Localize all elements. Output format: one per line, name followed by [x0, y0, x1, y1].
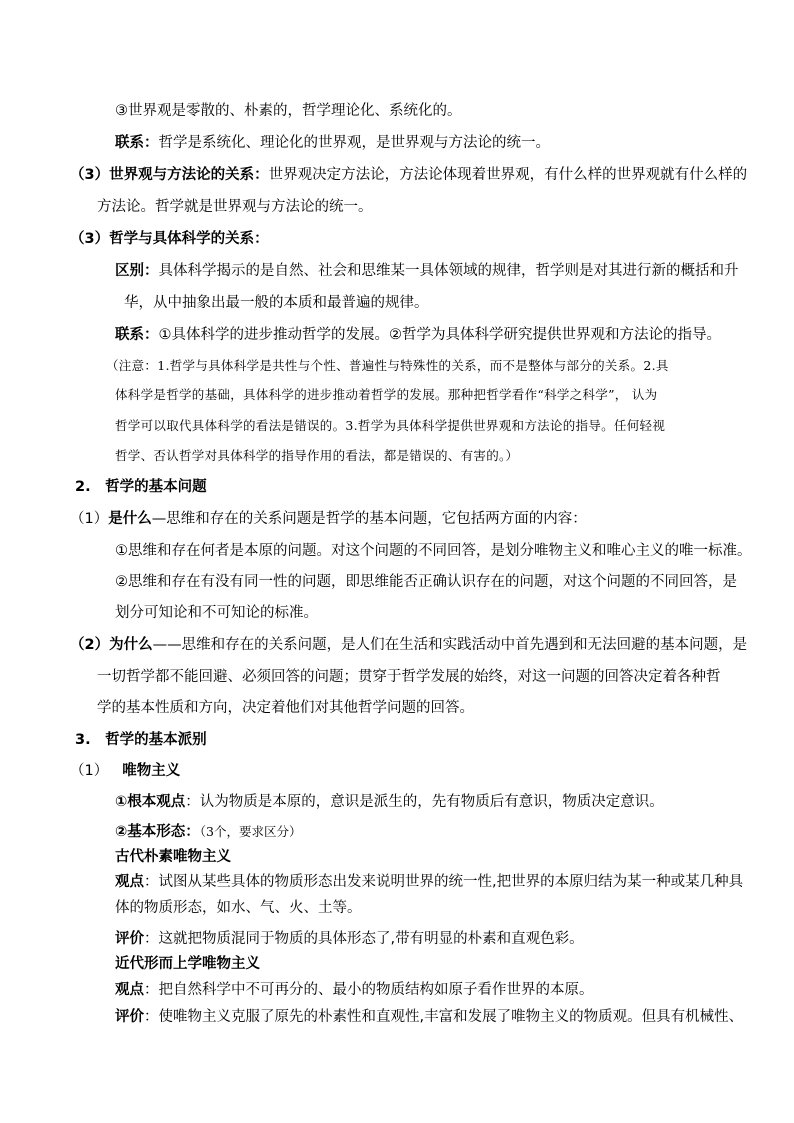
text-line	[115, 822, 302, 842]
term-label: 区别：	[115, 263, 159, 279]
term-label: 是什么	[108, 511, 152, 527]
section-number: （1）	[70, 763, 109, 779]
text-line: 方法论。哲学就是世界观与方法论的统一。	[97, 199, 373, 215]
text-line	[115, 325, 721, 345]
section-heading	[70, 165, 747, 185]
text-line: ③世界观是零散的、朴素的，哲学理论化、系统化的。	[115, 103, 462, 119]
note-line: （注意：1.哲学与具体科学是共性与个性、普遍性与特殊性的关系，而不是整体与部分的关系。2.具	[106, 358, 669, 373]
text-span: 世界观决定方法论，方法论体现着世界观，有什么样的世界观就有什么样的	[268, 167, 748, 183]
subheading: 古代朴素唯物主义	[115, 849, 231, 865]
text-line	[115, 261, 739, 281]
section-heading: 2. 哲学的基本问题	[75, 479, 207, 495]
text-line	[70, 635, 747, 655]
text-span: ：这就把物质混同于物质的具体形态了,带有明显的朴素和直观色彩。	[144, 931, 584, 947]
term-label: 观点	[115, 874, 144, 890]
note-line: 哲学可以取代具体科学的看法是错误的。3.哲学为具体科学提供世界观和方法论的指导。任何轻视	[115, 418, 666, 433]
text-line: 体的物质形态，如水、气、火、土等。	[115, 900, 362, 916]
text-line	[115, 792, 664, 812]
text-span: ：把自然科学中不可再分的、最小的物质结构如原子看作世界的本原。	[144, 982, 594, 998]
section-number: （3）	[70, 231, 110, 247]
section-heading	[70, 229, 269, 249]
term-label: 唯物主义	[122, 763, 181, 779]
text-span: ：认为物质是本原的，意识是派生的，先有物质后有意识，物质决定意识。	[185, 794, 664, 810]
text-line	[70, 509, 587, 529]
text-line	[115, 929, 584, 949]
note-line: 哲学、否认哲学对具体科学的指导作用的看法，都是错误的、有害的。）	[115, 448, 519, 463]
term-label: 观点	[115, 982, 144, 998]
term-label: 评价	[115, 931, 144, 947]
text-span: （3个，要求区分）	[199, 824, 302, 839]
term-label: 联系：	[115, 135, 159, 151]
text-line	[115, 872, 743, 892]
text-line: ①思维和存在何者是本原的问题。对这个问题的不同回答，是划分唯物主义和唯心主义的唯一标准。	[115, 543, 752, 559]
text-span: ——思维和存在的关系问题，是人们在生活和实践活动中首先遇到和无法回避的基本问题，是	[152, 637, 748, 653]
term-label: 评价	[115, 1009, 144, 1025]
text-span: ：使唯物主义克服了原先的朴素性和直观性,丰富和发展了唯物主义的物质观。但具有机械性、	[144, 1009, 744, 1025]
text-span: 哲学是系统化、理论化的世界观，是世界观与方法论的统一。	[158, 135, 550, 151]
text-line	[115, 133, 550, 153]
text-line: 学的基本性质和方向，决定着他们对其他哲学问题的回答。	[97, 700, 474, 716]
term-label: 为什么	[109, 637, 153, 653]
text-line: 一切哲学都不能回避、必须回答的问题；贯穿于哲学发展的始终，对这一问题的回答决定着各种哲	[97, 669, 721, 685]
text-line: 华，从中抽象出最一般的本质和最普遍的规律。	[124, 295, 429, 311]
section-number: （3）	[70, 167, 110, 183]
section-heading	[70, 761, 180, 781]
text-span: ①具体科学的进步推动哲学的发展。②哲学为具体科学研究提供世界观和方法论的指导。	[158, 327, 721, 343]
text-span: —思维和存在的关系问题是哲学的基本问题，它包括两方面的内容：	[151, 511, 587, 527]
term-label: ②基本形态：	[115, 824, 200, 840]
subheading: 近代形而上学唯物主义	[115, 956, 260, 972]
text-line: ②思维和存在有没有同一性的问题，即思维能否正确认识存在的问题，对这个问题的不同回答，是	[115, 574, 737, 590]
text-span: 具体科学揭示的是自然、社会和思维某一具体领域的规律，哲学则是对其进行新的概括和升	[158, 263, 739, 279]
text-span: ：试图从某些具体的物质形态出发来说明世界的统一性,把世界的本原归结为某一种或某几种具	[144, 874, 744, 890]
note-line: 体科学是哲学的基础，具体科学的进步推动着哲学的发展。那种把哲学看作“科学之科学”， 认为	[115, 387, 658, 402]
term-label: 联系：	[115, 327, 159, 343]
term-label: 世界观与方法论的关系：	[109, 167, 269, 183]
section-number: （2）	[70, 637, 110, 653]
section-heading: 3. 哲学的基本派别	[75, 732, 207, 748]
term-label: 哲学与具体科学的关系：	[109, 231, 269, 247]
text-line: 划分可知论和不可知论的标准。	[115, 605, 318, 621]
section-number: （1）	[70, 511, 109, 527]
text-line	[115, 1007, 743, 1027]
term-label: ①根本观点	[115, 794, 186, 810]
text-line	[115, 980, 594, 1000]
